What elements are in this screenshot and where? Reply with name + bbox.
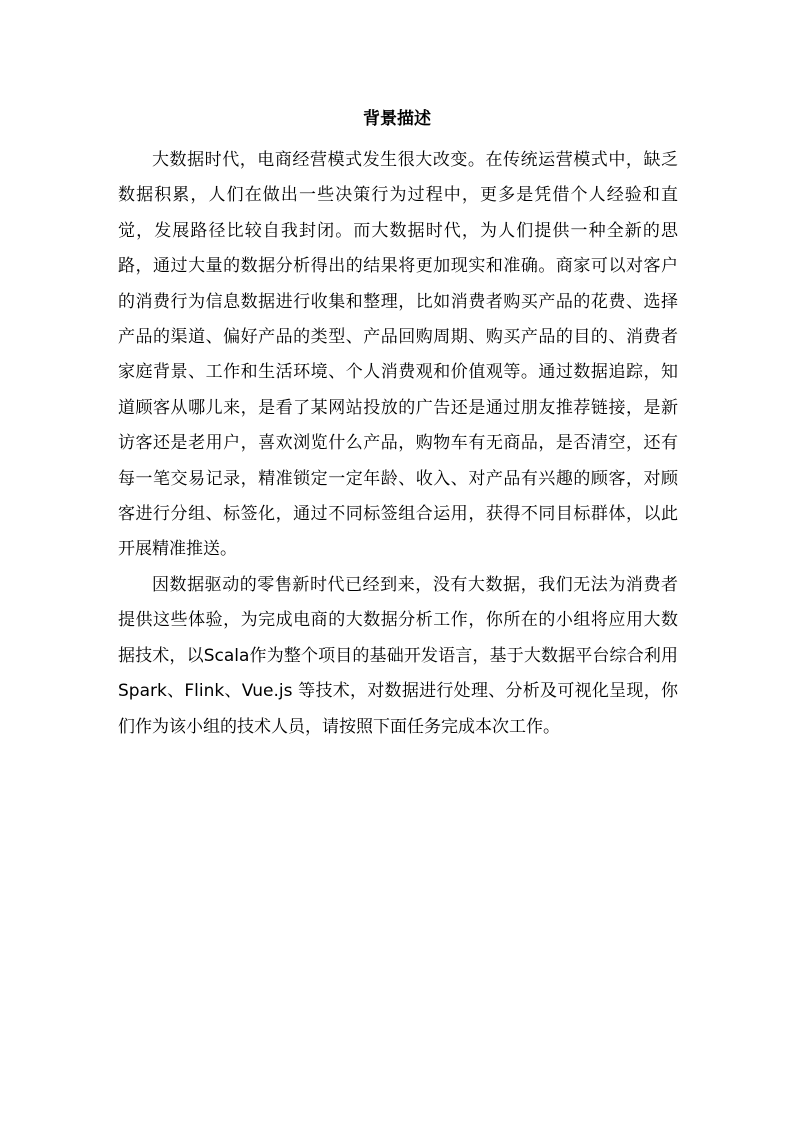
document-body: [118, 143, 678, 745]
document-title: 背景描述: [363, 109, 431, 129]
paragraph: 大数据时代，电商经营模式发生很大改变。在传统运营模式中，缺乏数据积累，人们在做出一些决策行为过程中，更多是凭借个人经验和直觉，发展路径比较自我封闭。而大数据时代，为人们提供一种全新的思路，通过大量的数据分析得出的结果将更加现实和准确。商家可以对客户的消费行为信息数据进行收集和整理，比如消费者购买产品的花费、选择产品的渠道、偏好产品的类型、产品回购周期、购买产品的目的、消费者家庭背景、工作和生活环境、个人消费观和价值观等。通过数据追踪，知道顾客从哪儿来，是看了某网站投放的广告还是通过朋友推荐链接，是新访客还是老用户，喜欢浏览什么产品，购物车有无商品，是否清空，还有每一笔交易记录，精准锁定一定年龄、收入、对产品有兴趣的顾客，对顾客进行分组、标签化，通过不同标签组合运用，获得不同目标群体，以此开展精准推送。: [118, 150, 678, 560]
paragraph: 因数据驱动的零售新时代已经到来，没有大数据，我们无法为消费者提供这些体验，为完成电商的大数据分析工作，你所在的小组将应用大数据技术，以Scala作为整个项目的基础开发语言，基于大数据平台综合利用 Spark、Flink、Vue.js 等技术，对数据进行处理、分析及可视化呈现，你们作为该小组的技术人员，请按照下面任务完成本次工作。: [118, 574, 678, 737]
